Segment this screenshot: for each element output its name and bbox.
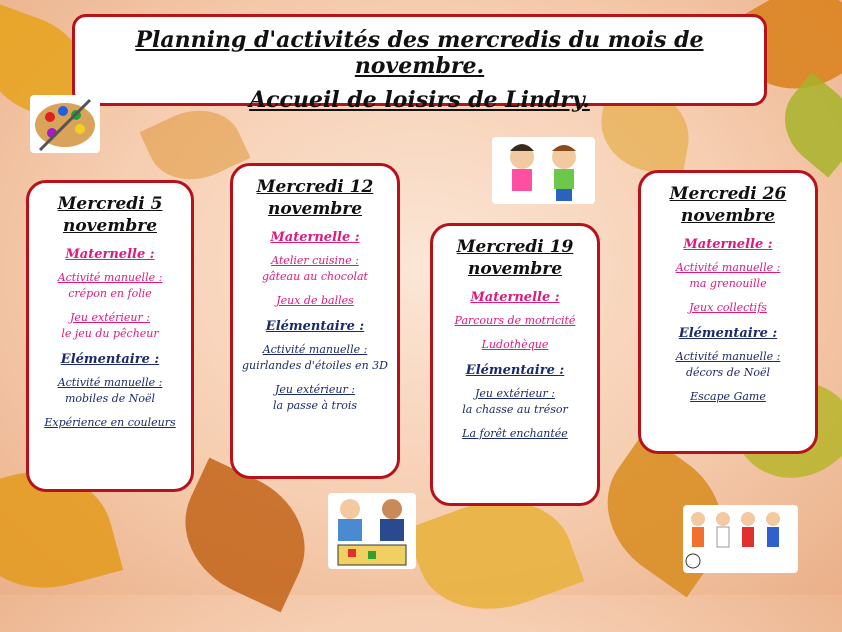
activity-item: Jeux collectifs — [689, 301, 767, 314]
activity-item: Jeu extérieur : le jeu du pêcheur — [61, 311, 159, 340]
activity-item: Escape Game — [690, 390, 766, 403]
day-title: Mercredi 12 novembre — [256, 177, 374, 219]
activity-item: Ludothèque — [481, 338, 549, 351]
activity-item: Activité manuelle : crépon en folie — [57, 271, 163, 300]
page-title: Planning d'activités des mercredis du mois de novembre. — [135, 27, 704, 79]
maternelle-heading: Maternelle : — [470, 290, 560, 305]
palette-icon — [30, 95, 100, 153]
maternelle-heading: Maternelle : — [270, 230, 360, 245]
elementaire-heading: Elémentaire : — [265, 319, 365, 334]
day-title: Mercredi 26 novembre — [669, 184, 787, 226]
activity-item: Jeu extérieur : la passe à trois — [273, 383, 357, 412]
elementaire-heading: Elémentaire : — [465, 363, 565, 378]
day-card-26 — [638, 170, 818, 454]
activity-item: Activité manuelle : guirlandes d'étoiles en 3D — [242, 343, 388, 372]
kids-board-game-icon — [328, 493, 416, 569]
kids-sports-icon — [683, 505, 798, 573]
activity-item: Jeu extérieur : la chasse au trésor — [462, 387, 568, 416]
day-card-12 — [230, 163, 400, 479]
activity-item: Activité manuelle : mobiles de Noël — [57, 376, 163, 405]
activity-item: Activité manuelle : décors de Noël — [675, 350, 781, 379]
activity-item: Parcours de motricité — [454, 314, 576, 327]
autumn-leaf — [767, 72, 842, 177]
title-box — [72, 14, 767, 113]
dancing-kids-icon — [492, 137, 595, 204]
activity-item: Activité manuelle : ma grenouille — [675, 261, 781, 290]
maternelle-heading: Maternelle : — [65, 247, 155, 262]
elementaire-heading: Elémentaire : — [60, 352, 160, 367]
activity-item: La forêt enchantée — [462, 427, 568, 440]
elementaire-heading: Elémentaire : — [678, 326, 778, 341]
page-subtitle: Accueil de loisirs de Lindry. — [249, 87, 590, 113]
day-title: Mercredi 19 novembre — [456, 237, 574, 279]
day-title: Mercredi 5 novembre — [57, 194, 163, 236]
activity-item: Expérience en couleurs — [44, 416, 176, 429]
day-card-5 — [26, 180, 194, 492]
activity-item: Jeux de balles — [276, 294, 354, 307]
maternelle-heading: Maternelle : — [683, 237, 773, 252]
activity-item: Atelier cuisine : gâteau au chocolat — [262, 254, 368, 283]
day-card-19 — [430, 223, 600, 506]
